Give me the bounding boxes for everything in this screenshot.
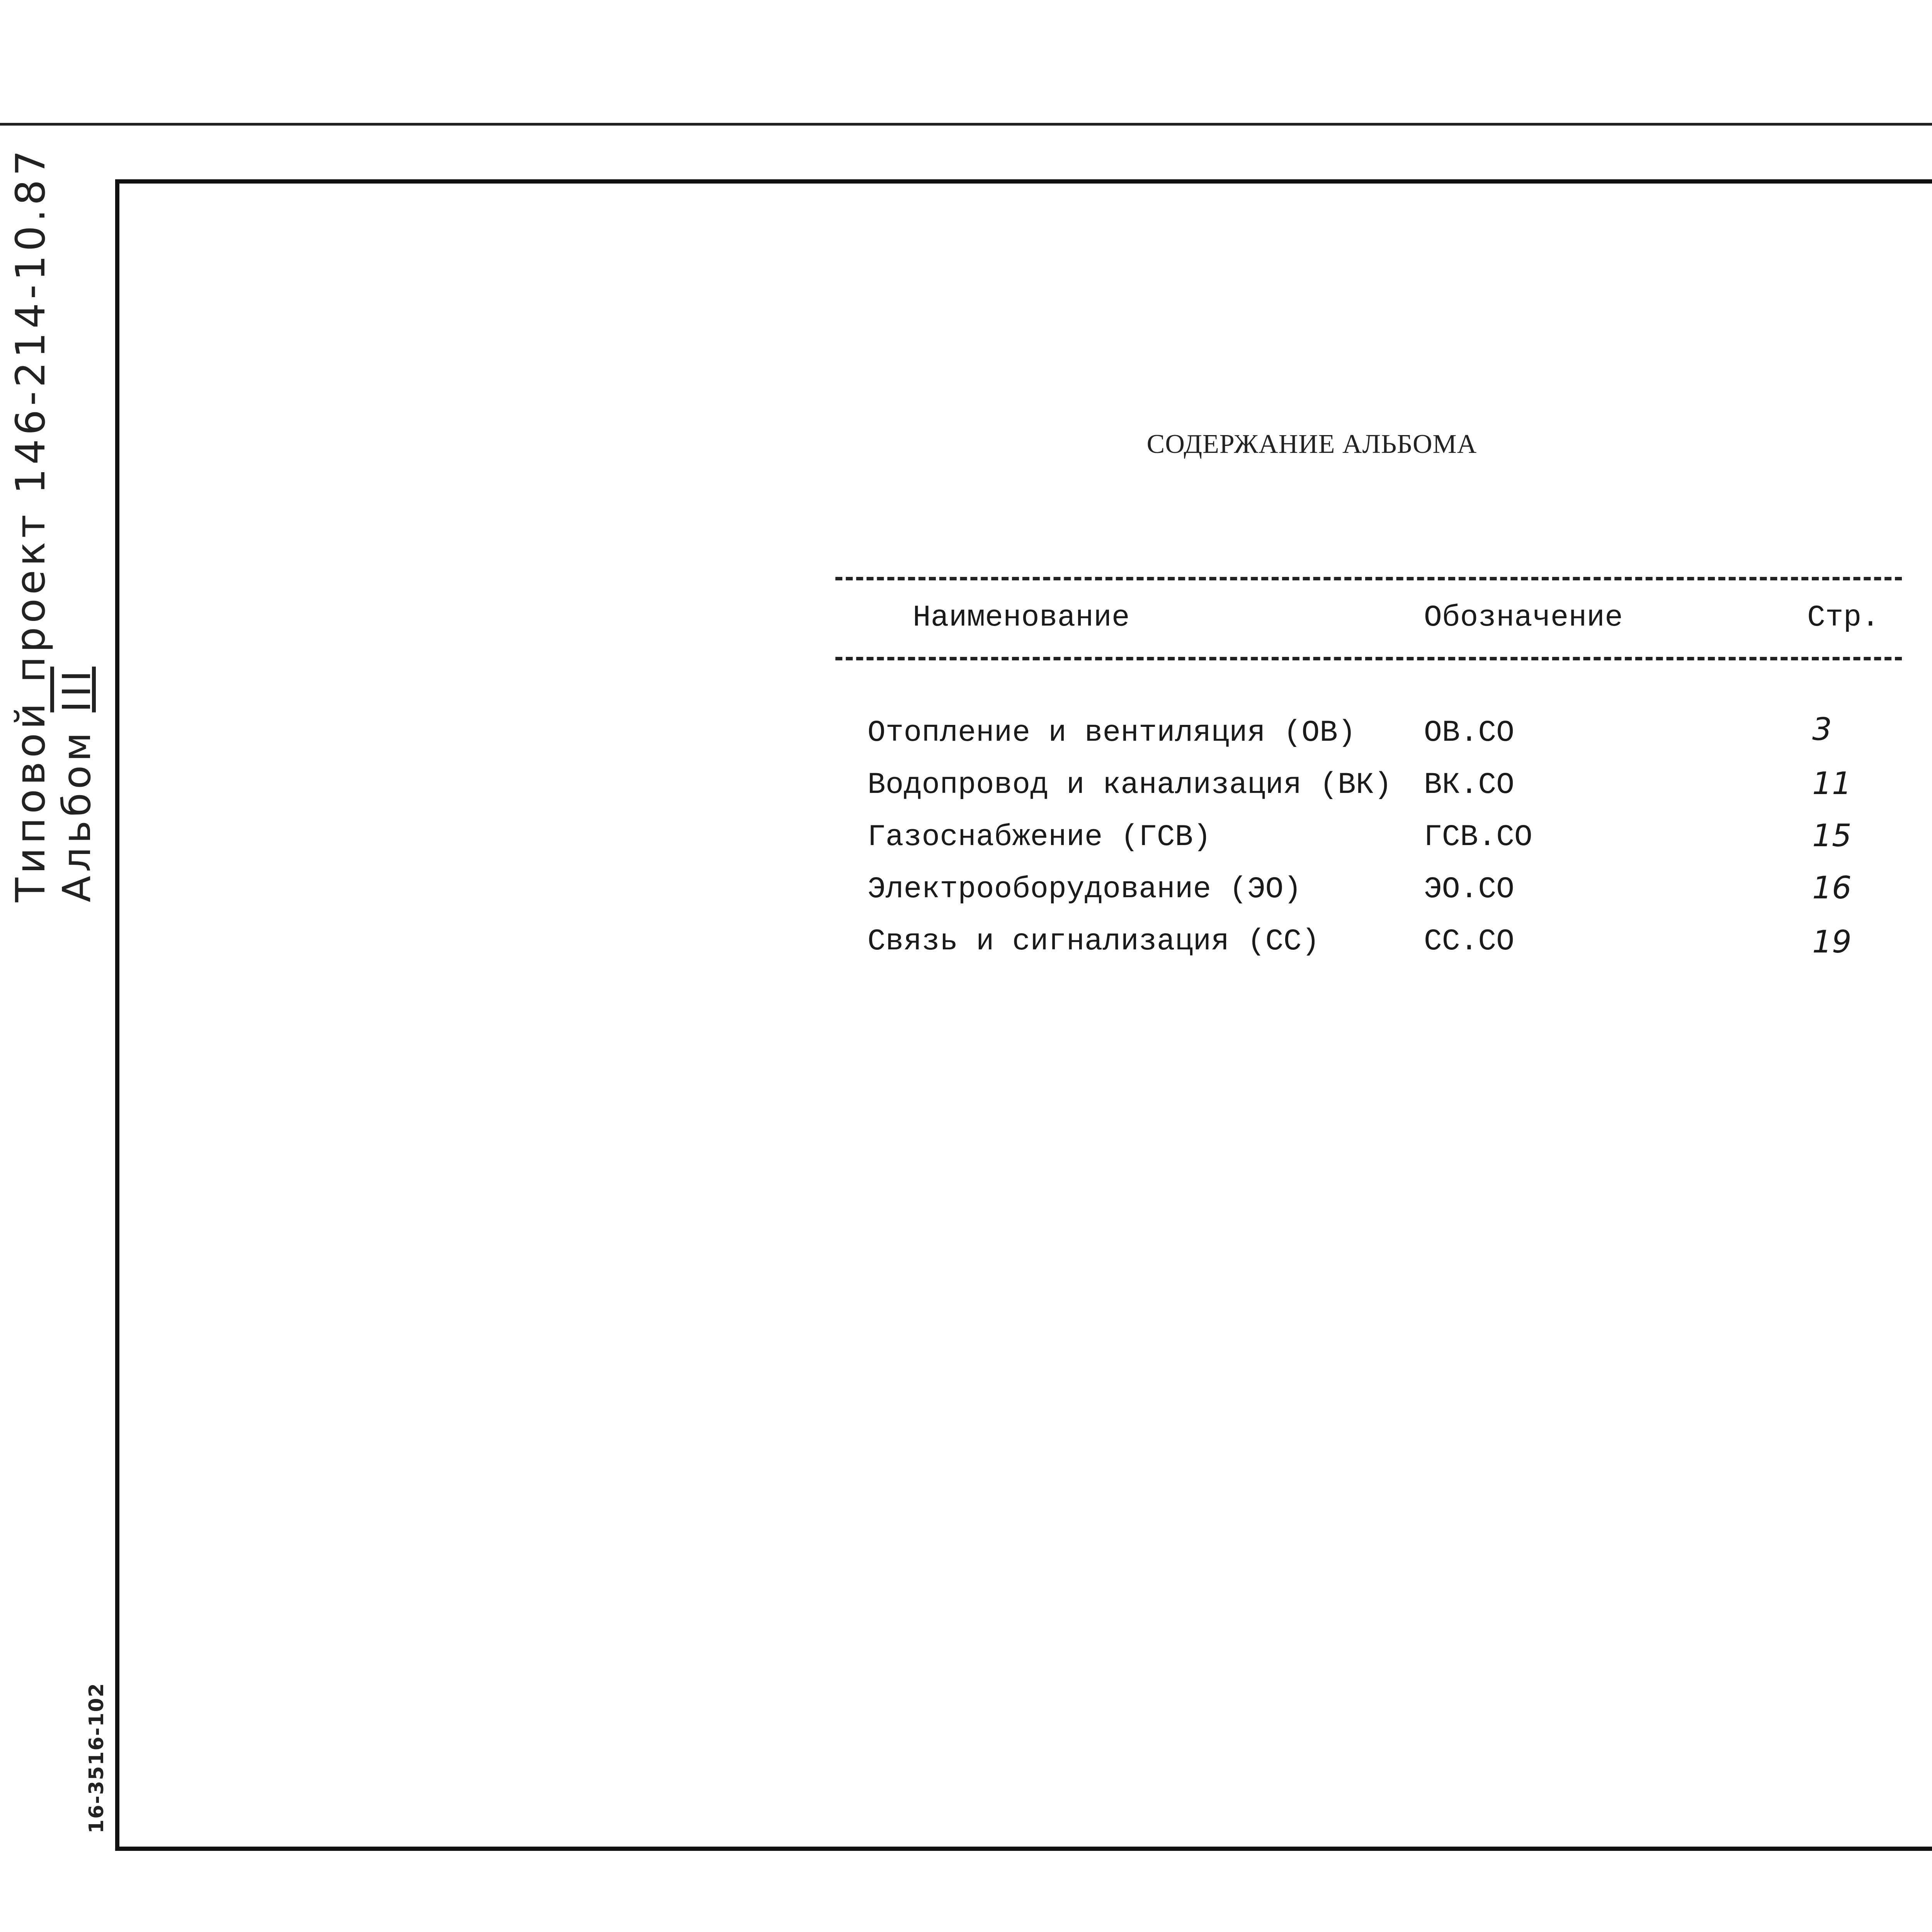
album-numeral: III bbox=[54, 667, 99, 713]
row-name: Связь и сигнализация (СС) bbox=[867, 925, 1320, 959]
header-name: Наименование bbox=[913, 601, 1130, 635]
row-page: 15 bbox=[1812, 818, 1852, 854]
row-name: Отопление и вентиляция (ОВ) bbox=[867, 716, 1356, 750]
row-page: 19 bbox=[1812, 924, 1852, 960]
row-code: СС.СО bbox=[1424, 925, 1515, 959]
margin-album-label bbox=[54, 667, 99, 902]
table-rule-bottom bbox=[835, 657, 1902, 660]
header-page: Стр. bbox=[1807, 601, 1880, 635]
row-code: ВК.СО bbox=[1424, 768, 1515, 802]
row-name: Электрооборудование (ЭО) bbox=[867, 872, 1302, 906]
table-rule-top bbox=[835, 577, 1902, 580]
margin-project-label: Типовой проект 146-214-10.87 bbox=[7, 146, 54, 902]
page-title: СОДЕРЖАНИЕ АЛЬБОМА bbox=[1146, 429, 1477, 459]
row-code: ЭО.СО bbox=[1424, 872, 1515, 906]
row-code: ГСВ.СО bbox=[1424, 820, 1532, 854]
row-page: 16 bbox=[1812, 870, 1852, 906]
row-page: 3 bbox=[1812, 711, 1832, 747]
row-page: 11 bbox=[1812, 765, 1852, 801]
margin-stamp: 16-3516-102 bbox=[85, 1682, 108, 1833]
row-name: Газоснабжение (ГСВ) bbox=[867, 820, 1211, 854]
album-word: Альбом bbox=[54, 728, 99, 902]
row-code: ОВ.СО bbox=[1424, 716, 1515, 750]
header-code: Обозначение bbox=[1424, 601, 1623, 635]
row-name: Водопровод и канализация (ВК) bbox=[867, 768, 1392, 802]
